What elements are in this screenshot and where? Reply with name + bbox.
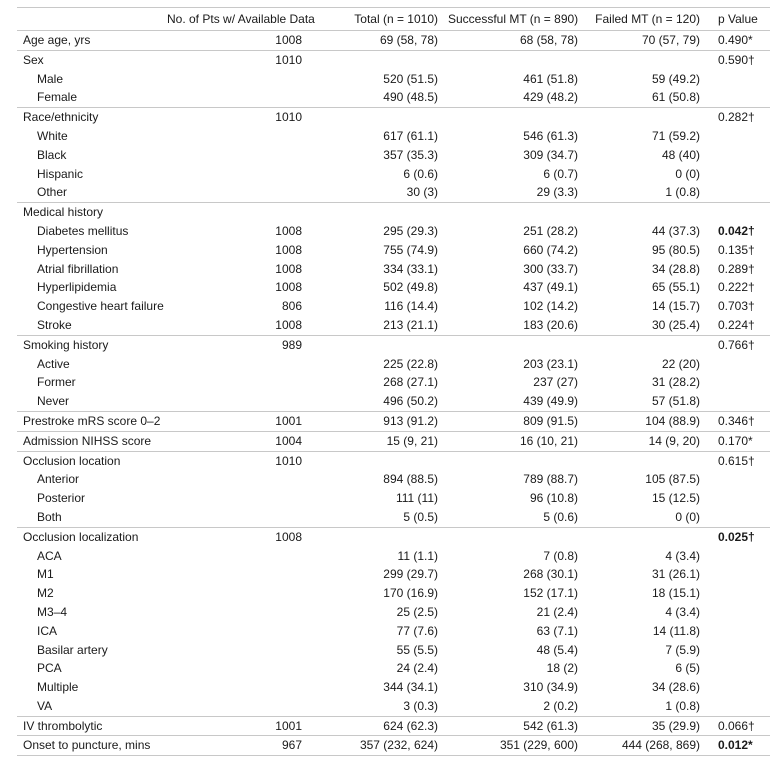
cell-p-value: 0.066† — [718, 718, 755, 733]
cell-successful-mt: 102 (14.2) — [523, 299, 578, 314]
cell-failed-mt: 95 (80.5) — [651, 242, 700, 257]
table-row — [17, 697, 770, 716]
header-variable — [17, 8, 167, 31]
cell-failed-mt: 31 (26.1) — [651, 567, 700, 582]
cell-successful-mt: 237 (27) — [533, 375, 578, 390]
cell-available-data: 1010 — [275, 453, 302, 468]
cell-successful-mt: 309 (34.7) — [523, 147, 578, 162]
cell-successful-mt: 152 (17.1) — [523, 586, 578, 601]
cell-available-data — [167, 70, 312, 89]
cell-variable: Hispanic — [37, 166, 84, 181]
cell-total — [312, 108, 448, 127]
cell-available-data — [167, 392, 312, 411]
table-row — [17, 641, 770, 660]
cell-total: 496 (50.2) — [383, 394, 438, 409]
cell-total: 617 (61.1) — [383, 128, 438, 143]
cell-p-value: 0.615† — [718, 453, 755, 468]
cell-variable: White — [37, 128, 68, 143]
cell-failed-mt: 14 (11.8) — [652, 623, 700, 638]
cell-variable: Age age, yrs — [23, 33, 91, 47]
table-header — [17, 8, 770, 31]
cell-variable: IV thrombolytic — [23, 718, 103, 733]
cell-p-value: 0.135† — [718, 242, 755, 257]
cell-available-data: 1008 — [275, 223, 302, 238]
table-row — [17, 203, 770, 222]
table-row — [17, 716, 770, 736]
cell-available-data — [167, 659, 312, 678]
table-row — [17, 470, 770, 489]
cell-available-data: 1010 — [275, 52, 302, 67]
cell-p-value — [710, 659, 770, 678]
cell-p-value — [710, 489, 770, 508]
cell-p-value — [710, 373, 770, 392]
cell-total: 3 (0.3) — [403, 698, 438, 713]
table-row — [17, 431, 770, 451]
cell-successful-mt: 18 (2) — [546, 661, 578, 676]
cell-failed-mt: 34 (28.6) — [651, 680, 700, 695]
cell-total: 299 (29.7) — [383, 567, 438, 582]
cell-successful-mt — [448, 203, 588, 222]
table-row — [17, 547, 770, 566]
cell-p-value: 0.025† — [718, 529, 755, 544]
cell-variable: Former — [37, 375, 76, 390]
table-row — [17, 622, 770, 641]
cell-total: 344 (34.1) — [383, 680, 438, 695]
cell-p-value — [710, 127, 770, 146]
cell-failed-mt: 7 (5.9) — [665, 642, 700, 657]
cell-failed-mt: 0 (0) — [675, 509, 700, 524]
cell-variable: Hyperlipidemia — [37, 280, 117, 295]
cell-successful-mt: 7 (0.8) — [543, 548, 578, 563]
cell-failed-mt: 44 (37.3) — [651, 223, 700, 238]
cell-failed-mt: 61 (50.8) — [651, 90, 700, 105]
cell-p-value — [710, 641, 770, 660]
cell-p-value — [710, 88, 770, 107]
cell-successful-mt: 183 (20.6) — [523, 317, 578, 332]
cell-successful-mt: 789 (88.7) — [523, 472, 578, 487]
cell-variable: Onset to puncture, mins — [23, 738, 151, 753]
cell-failed-mt — [588, 108, 710, 127]
cell-failed-mt: 71 (59.2) — [651, 128, 700, 143]
cell-variable: ACA — [37, 548, 62, 563]
cell-successful-mt: 461 (51.8) — [523, 71, 578, 86]
header-row — [17, 8, 770, 31]
cell-variable: Black — [37, 147, 67, 162]
cell-available-data: 1001 — [275, 718, 302, 733]
cell-variable: VA — [37, 698, 53, 713]
table-row — [17, 392, 770, 411]
cell-p-value — [710, 392, 770, 411]
cell-variable: Posterior — [37, 491, 86, 506]
cell-variable: Smoking history — [23, 337, 109, 352]
cell-successful-mt: 29 (3.3) — [536, 185, 578, 200]
table-row — [17, 297, 770, 316]
cell-available-data: 1008 — [275, 280, 302, 295]
cell-available-data — [167, 373, 312, 392]
cell-successful-mt: 251 (28.2) — [523, 223, 578, 238]
table-row — [17, 373, 770, 392]
cell-failed-mt: 14 (15.7) — [651, 299, 700, 314]
cell-p-value — [710, 565, 770, 584]
table-row — [17, 603, 770, 622]
table-row — [17, 355, 770, 374]
cell-p-value: 0.222† — [718, 280, 755, 295]
table-row — [17, 50, 770, 69]
cell-p-value: 0.170* — [718, 433, 753, 448]
cell-failed-mt: 104 (88.9) — [645, 413, 700, 428]
table-row — [17, 451, 770, 470]
cell-successful-mt: 21 (2.4) — [536, 604, 578, 619]
cell-failed-mt: 6 (5) — [675, 661, 700, 676]
cell-p-value: 0.282† — [718, 110, 755, 125]
cell-variable: M3–4 — [37, 604, 68, 619]
cell-variable: Race/ethnicity — [23, 110, 99, 125]
cell-p-value: 0.224† — [718, 317, 755, 332]
cell-failed-mt: 48 (40) — [661, 147, 700, 162]
cell-available-data — [167, 641, 312, 660]
cell-total: 913 (91.2) — [383, 413, 438, 428]
cell-successful-mt: 96 (10.8) — [529, 491, 578, 506]
cell-failed-mt: 1 (0.8) — [665, 698, 700, 713]
cell-available-data — [167, 470, 312, 489]
cell-failed-mt — [588, 527, 710, 546]
cell-variable: Congestive heart failure — [37, 299, 164, 314]
cell-total: 30 (3) — [406, 185, 438, 200]
cell-total: 6 (0.6) — [403, 166, 438, 181]
table-row — [17, 584, 770, 603]
cell-variable: Active — [37, 356, 70, 371]
cell-successful-mt: 268 (30.1) — [523, 567, 578, 582]
cell-failed-mt: 18 (15.1) — [651, 586, 700, 601]
cell-successful-mt: 542 (61.3) — [523, 718, 578, 733]
table-row — [17, 183, 770, 202]
cell-variable: Sex — [23, 52, 44, 67]
cell-successful-mt: 48 (5.4) — [536, 642, 578, 657]
cell-total: 225 (22.8) — [383, 356, 438, 371]
cell-available-data — [167, 88, 312, 107]
cell-successful-mt: 437 (49.1) — [523, 280, 578, 295]
cell-total: 334 (33.1) — [383, 261, 438, 276]
cell-total: 15 (9, 21) — [386, 433, 438, 448]
cell-p-value: 0.042† — [718, 223, 755, 238]
table-row — [17, 127, 770, 146]
cell-successful-mt: 429 (48.2) — [523, 90, 578, 105]
cell-variable: Medical history — [23, 205, 104, 220]
table-row — [17, 565, 770, 584]
table-row — [17, 31, 770, 51]
cell-p-value — [710, 165, 770, 184]
cell-successful-mt: 63 (7.1) — [536, 623, 578, 638]
cell-failed-mt: 57 (51.8) — [651, 394, 700, 409]
cell-available-data — [167, 508, 312, 527]
cell-successful-mt: 6 (0.7) — [543, 166, 578, 181]
cell-p-value — [710, 697, 770, 716]
header-failed-mt: Failed MT (n = 120) — [595, 12, 700, 26]
cell-variable: Diabetes mellitus — [37, 223, 129, 238]
header-p-value: p Value — [718, 12, 758, 26]
cell-variable: PCA — [37, 661, 62, 676]
cell-successful-mt — [448, 451, 588, 470]
cell-failed-mt: 34 (28.8) — [651, 261, 700, 276]
cell-successful-mt: 351 (229, 600) — [499, 738, 578, 753]
cell-successful-mt: 68 (58, 78) — [519, 33, 578, 47]
table-row — [17, 88, 770, 107]
cell-failed-mt: 22 (20) — [661, 356, 700, 371]
cell-variable: Male — [37, 71, 64, 86]
cell-total: 295 (29.3) — [383, 223, 438, 238]
cell-variable: Prestroke mRS score 0–2 — [23, 413, 161, 428]
table-row — [17, 527, 770, 546]
cell-available-data — [167, 603, 312, 622]
cell-available-data: 1010 — [275, 110, 302, 125]
cell-variable: M1 — [37, 567, 54, 582]
cell-failed-mt: 105 (87.5) — [645, 472, 700, 487]
cell-successful-mt: 2 (0.2) — [543, 698, 578, 713]
cell-available-data — [167, 127, 312, 146]
cell-failed-mt: 4 (3.4) — [665, 604, 700, 619]
table-row — [17, 489, 770, 508]
cell-total: 213 (21.1) — [383, 317, 438, 332]
cell-available-data — [167, 565, 312, 584]
cell-failed-mt — [588, 451, 710, 470]
cell-successful-mt — [448, 527, 588, 546]
cell-total: 357 (232, 624) — [359, 738, 438, 753]
table-row — [17, 508, 770, 527]
header-successful-mt: Successful MT (n = 890) — [448, 12, 579, 26]
cell-p-value — [710, 603, 770, 622]
cell-successful-mt — [448, 335, 588, 354]
cell-successful-mt: 546 (61.3) — [523, 128, 578, 143]
cell-total: 77 (7.6) — [396, 623, 438, 638]
cell-successful-mt: 660 (74.2) — [523, 242, 578, 257]
cell-total: 894 (88.5) — [383, 472, 438, 487]
cell-successful-mt: 16 (10, 21) — [519, 433, 578, 448]
cell-total: 502 (49.8) — [383, 280, 438, 295]
cell-available-data — [167, 203, 312, 222]
cell-total: 490 (48.5) — [383, 90, 438, 105]
cell-available-data: 967 — [281, 738, 302, 753]
table-row — [17, 108, 770, 127]
cell-available-data — [167, 622, 312, 641]
cell-total: 170 (16.9) — [383, 586, 438, 601]
cell-p-value: 0.590† — [718, 52, 755, 67]
cell-total: 624 (62.3) — [383, 718, 438, 733]
cell-available-data: 1008 — [275, 529, 302, 544]
cell-p-value — [710, 508, 770, 527]
cell-available-data — [167, 165, 312, 184]
cell-successful-mt: 809 (91.5) — [523, 413, 578, 428]
cell-variable: ICA — [37, 623, 58, 638]
cell-variable: Stroke — [37, 317, 72, 332]
cell-available-data: 1004 — [275, 433, 302, 448]
table-row — [17, 146, 770, 165]
cell-available-data: 989 — [281, 337, 302, 352]
cell-available-data: 1008 — [275, 261, 302, 276]
cell-p-value — [710, 203, 770, 222]
cell-successful-mt — [448, 50, 588, 69]
cell-failed-mt: 14 (9, 20) — [648, 433, 700, 448]
table-row — [17, 316, 770, 335]
cell-total: 69 (58, 78) — [379, 33, 438, 47]
cell-total: 25 (2.5) — [396, 604, 438, 619]
cell-p-value: 0.490* — [718, 33, 753, 47]
cell-variable: Basilar artery — [37, 642, 108, 657]
cell-p-value — [710, 622, 770, 641]
table-row — [17, 736, 770, 756]
cell-total — [312, 203, 448, 222]
table-row — [17, 335, 770, 354]
baseline-characteristics-table — [17, 7, 770, 756]
cell-p-value: 0.346† — [718, 413, 755, 428]
cell-failed-mt: 59 (49.2) — [651, 71, 700, 86]
cell-failed-mt: 15 (12.5) — [651, 491, 700, 506]
cell-p-value: 0.766† — [718, 337, 755, 352]
cell-total: 24 (2.4) — [396, 661, 438, 676]
table-row — [17, 659, 770, 678]
cell-available-data — [167, 355, 312, 374]
cell-variable: Multiple — [37, 680, 79, 695]
cell-variable: M2 — [37, 586, 54, 601]
cell-failed-mt — [588, 50, 710, 69]
cell-failed-mt: 4 (3.4) — [665, 548, 700, 563]
cell-failed-mt: 65 (55.1) — [651, 280, 700, 295]
cell-p-value — [710, 146, 770, 165]
cell-variable: Anterior — [37, 472, 80, 487]
table-row — [17, 222, 770, 241]
table-row — [17, 678, 770, 697]
cell-variable: Hypertension — [37, 242, 108, 257]
cell-available-data: 1008 — [275, 317, 302, 332]
cell-total: 116 (14.4) — [384, 299, 438, 314]
cell-p-value — [710, 678, 770, 697]
cell-failed-mt: 35 (29.9) — [651, 718, 700, 733]
cell-total — [312, 335, 448, 354]
cell-failed-mt — [588, 203, 710, 222]
cell-failed-mt: 444 (268, 869) — [621, 738, 700, 753]
cell-total: 755 (74.9) — [383, 242, 438, 257]
cell-successful-mt: 5 (0.6) — [543, 509, 578, 524]
cell-total — [312, 50, 448, 69]
table-row — [17, 241, 770, 260]
header-total: Total (n = 1010) — [354, 12, 438, 26]
cell-available-data: 1001 — [275, 413, 302, 428]
cell-p-value: 0.012* — [718, 738, 753, 753]
cell-variable: Admission NIHSS score — [23, 433, 152, 448]
cell-total: 520 (51.5) — [383, 71, 438, 86]
cell-failed-mt: 70 (57, 79) — [641, 33, 700, 47]
cell-p-value: 0.703† — [718, 299, 755, 314]
cell-available-data — [167, 547, 312, 566]
table-row — [17, 165, 770, 184]
cell-failed-mt: 30 (25.4) — [651, 317, 700, 332]
cell-variable: Atrial fibrillation — [37, 261, 119, 276]
cell-successful-mt: 203 (23.1) — [523, 356, 578, 371]
table-body — [17, 31, 770, 756]
cell-available-data: 1008 — [275, 33, 302, 47]
cell-total — [312, 451, 448, 470]
table-row — [17, 260, 770, 279]
cell-available-data — [167, 697, 312, 716]
cell-total: 5 (0.5) — [403, 509, 438, 524]
cell-total: 11 (1.1) — [397, 548, 438, 563]
cell-successful-mt: 310 (34.9) — [523, 680, 578, 695]
cell-p-value — [710, 584, 770, 603]
cell-total: 268 (27.1) — [383, 375, 438, 390]
cell-variable: Occlusion location — [23, 453, 121, 468]
cell-total — [312, 527, 448, 546]
cell-variable: Occlusion localization — [23, 529, 139, 544]
cell-total: 55 (5.5) — [396, 642, 438, 657]
cell-total: 111 (11) — [395, 491, 438, 506]
cell-variable: Female — [37, 90, 78, 105]
cell-p-value — [710, 470, 770, 489]
cell-failed-mt — [588, 335, 710, 354]
cell-variable: Both — [37, 509, 62, 524]
cell-p-value — [710, 70, 770, 89]
cell-variable: Other — [37, 185, 68, 200]
cell-variable: Never — [37, 394, 70, 409]
cell-successful-mt: 300 (33.7) — [523, 261, 578, 276]
header-available-data: No. of Pts w/ Available Data — [167, 12, 315, 26]
cell-p-value — [710, 355, 770, 374]
cell-failed-mt: 0 (0) — [675, 166, 700, 181]
cell-available-data — [167, 584, 312, 603]
cell-failed-mt: 31 (28.2) — [651, 375, 700, 390]
table-row — [17, 70, 770, 89]
cell-successful-mt — [448, 108, 588, 127]
cell-p-value — [710, 547, 770, 566]
cell-total: 357 (35.3) — [383, 147, 438, 162]
cell-available-data — [167, 678, 312, 697]
cell-p-value: 0.289† — [718, 261, 755, 276]
cell-failed-mt: 1 (0.8) — [665, 185, 700, 200]
table-row — [17, 411, 770, 431]
cell-available-data — [167, 489, 312, 508]
cell-available-data: 806 — [281, 299, 302, 314]
cell-successful-mt: 439 (49.9) — [523, 394, 578, 409]
cell-p-value — [710, 183, 770, 202]
table-row — [17, 278, 770, 297]
cell-available-data: 1008 — [275, 242, 302, 257]
cell-available-data — [167, 183, 312, 202]
cell-available-data — [167, 146, 312, 165]
